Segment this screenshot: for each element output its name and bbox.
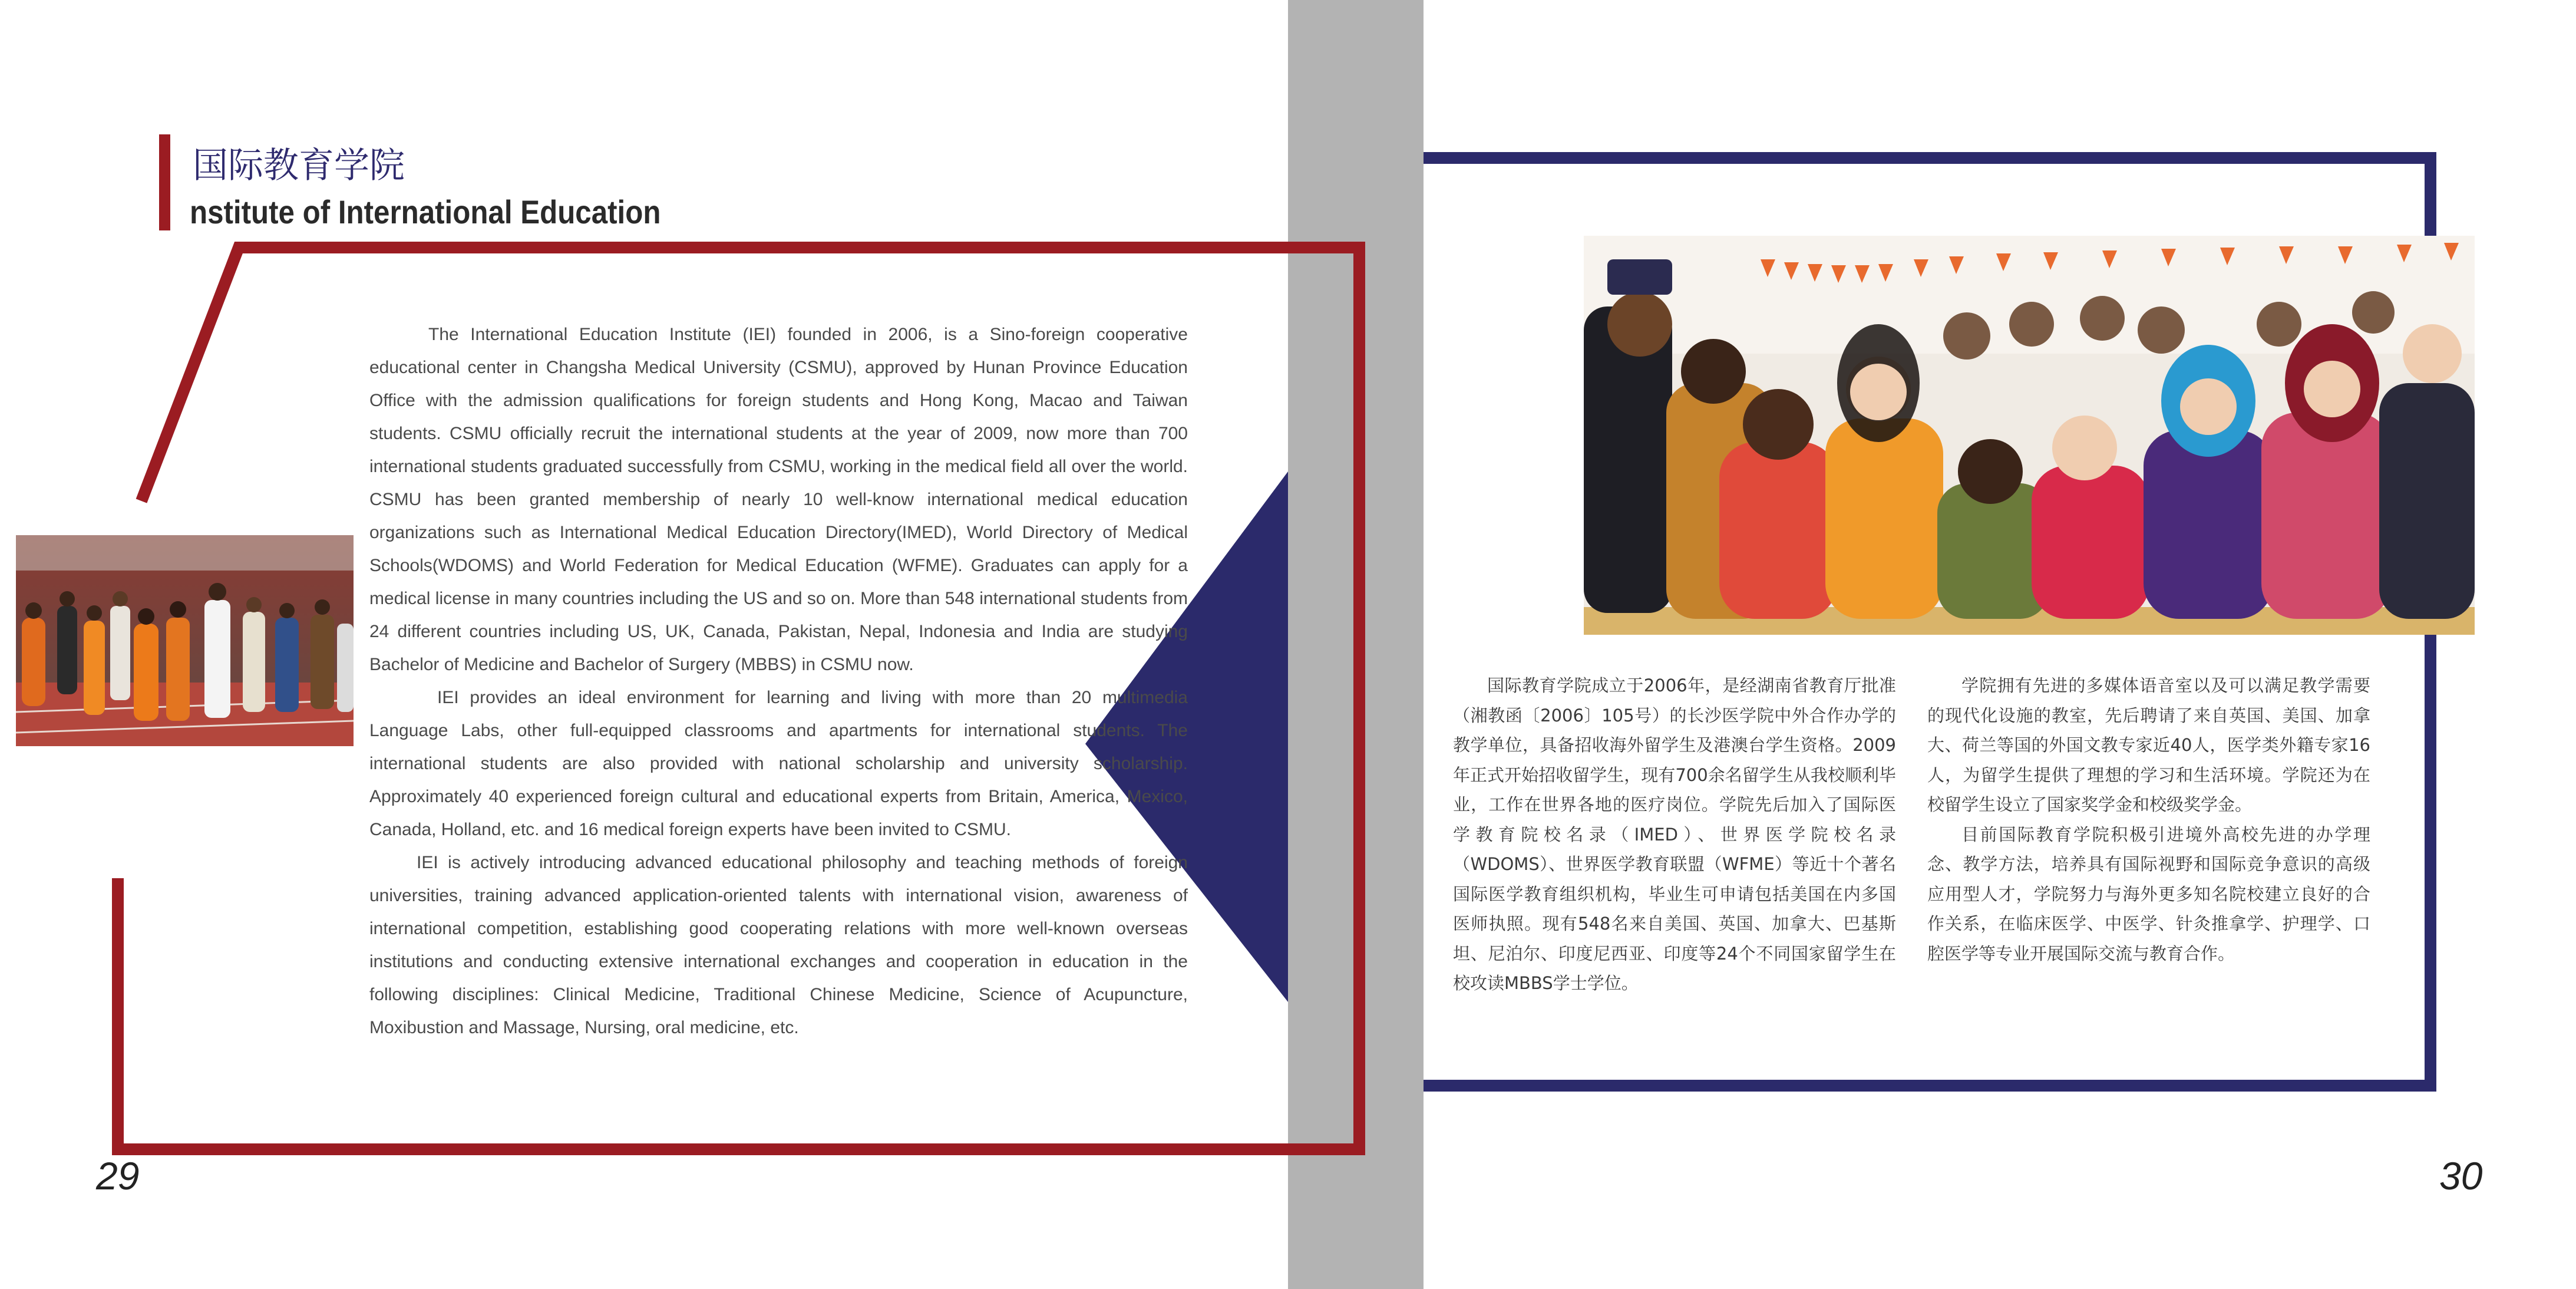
english-paragraph: The International Education Institute (IEI) founded in 2006, is a Sino-foreign cooperative educational center in Changsha Medical University (CSMU), approved by Hunan Province Education Office with the admission qualifications for foreign students and Hong Kong, Macao and Taiwan students. CSMU officially recruit the international students at the year of 2009, now more than 700 international students graduated successfully from CSMU, working in the medical field all over the world. CSMU has been granted membership of nearly 10 well-know international medical education organizations such as International Medical Education Directory(IMED), World Directory of Medical Schools(WDOMS) and World Federation for Medical Education (WFME). Graduates can apply for a medical license in many countries including the US and so on. More than 548 international students from 24 different countries including US, UK, Canada, Pakistan, Nepal, Indonesia and India are studying Bachelor of Medicine and Bachelor of Surgery (MBBS) in CSMU now. (369, 325, 1188, 674)
page-number-left: 29 (96, 1154, 140, 1198)
chinese-text-column-left (1453, 671, 1896, 998)
page-title-english: nstitute of International Education (190, 193, 661, 230)
page-title-chinese: 国际教育学院 (193, 145, 405, 186)
chinese-paragraph: 国际教育学院成立于2006年，是经湖南省教育厅批准（湘教函〔2006〕105号）的长沙医学院中外合作办学的教学单位，具备招收海外留学生及港澳台学生资格。2009年正式开始招收留学生，现有700余名留学生从我校顺利毕业，工作在世界各地的医疗岗位。学院先后加入了国际医学教育院校名录（IMED）、世界医学院校名录（WDOMS）、世界医学教育联盟（WFME）等近十个著名国际医学教育组织机构，毕业生可申请包括美国在内多国医师执照。现有548名来自美国、英国、加拿大、巴基斯坦、尼泊尔、印度尼西亚、印度等24个不同国家留学生在校攻读MBBS学士学位。 (1453, 675, 1896, 993)
chinese-paragraph: 学院拥有先进的多媒体语音室以及可以满足教学需要的现代化设施的教室，先后聘请了来自英国、美国、加拿大、荷兰等国的外国文教专家近40人，医学类外籍专家16人，为留学生提供了理想的学习和生活环境。学院还为在校留学生设立了国家奖学金和校级奖学金。 (1927, 675, 2370, 815)
page-number-right: 30 (2439, 1154, 2483, 1198)
title-accent-bar (159, 134, 170, 230)
parade-photo (16, 535, 354, 746)
students-group-photo (1584, 236, 2475, 635)
chinese-text-column-right (1927, 671, 2370, 968)
english-body-text (369, 318, 1188, 1044)
english-paragraph: IEI provides an ideal environment for learning and living with more than 20 multimedia Language Labs, other full-equipped classrooms and apartments for international students. The international students are also provided with national scholarship and university scholarship. Approximately 40 experienced foreign cultural and educational experts from Britain, America, Mexico, Canada, Holland, etc. and 16 medical foreign experts have been invited to CSMU. (369, 688, 1188, 839)
english-paragraph: IEI is actively introducing advanced educational philosophy and teaching methods of foreign universities, training advanced application-oriented talents with international vision, awareness of international competition, establishing good cooperating relations with more well-known overseas institutions and conducting extensive international exchanges and cooperation in education in the following disciplines: Clinical Medicine, Traditional Chinese Medicine, Science of Acupuncture, Moxibustion and Massage, Nursing, oral medicine, etc. (369, 853, 1188, 1037)
chinese-paragraph: 目前国际教育学院积极引进境外高校先进的办学理念、教学方法，培养具有国际视野和国际竞争意识的高级应用型人才，学院努力与海外更多知名院校建立良好的合作关系，在临床医学、中医学、针灸推拿学、护理学、口腔医学等专业开展国际交流与教育合作。 (1927, 824, 2370, 964)
